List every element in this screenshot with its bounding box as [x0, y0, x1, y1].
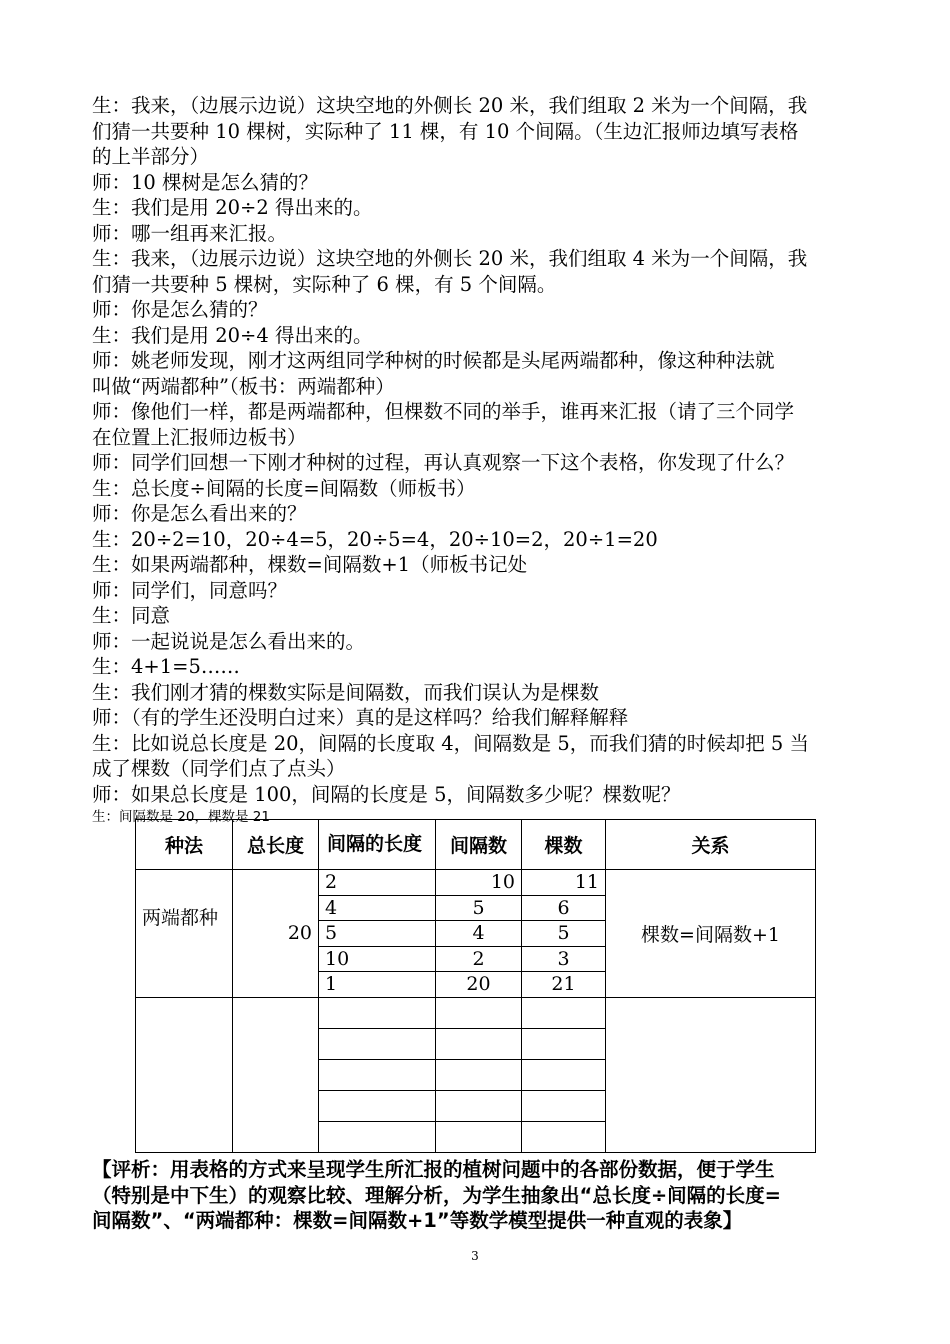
- empty-method-cell: [136, 997, 233, 1152]
- empty-cell: [522, 1090, 606, 1121]
- dialogue-line: 生：同意: [92, 604, 171, 627]
- interval-length-cell: 2: [319, 870, 436, 896]
- interval-length-cell: 5: [319, 921, 436, 947]
- dialogue-block: [92, 93, 872, 827]
- empty-cell: [436, 1121, 522, 1152]
- teacher-comment: [92, 1157, 872, 1234]
- empty-cell: [319, 997, 436, 1028]
- header-interval-length: 间隔的长度: [319, 820, 436, 870]
- empty-cell: [319, 1028, 436, 1059]
- dialogue-line: 生：我们刚才猜的棵数实际是间隔数，而我们误认为是棵数: [92, 680, 600, 704]
- dialogue-line: 师：同学们回想一下刚才种树的过程，再认真观察一下这个表格，你发现了什么？: [92, 451, 795, 474]
- table-row-empty: [136, 997, 816, 1028]
- dialogue-line: 生：比如说总长度是 20，间隔的长度取 4，间隔数是 5，而我们猜的时候却把 5 当: [92, 731, 810, 755]
- dialogue-line: 师：你是怎么猜的？: [92, 298, 268, 321]
- empty-cell: [522, 1121, 606, 1152]
- dialogue-line: 师：你是怎么看出来的？: [92, 502, 307, 525]
- dialogue-line: 师：如果总长度是 100，间隔的长度是 5，间隔数多少呢？棵数呢？: [92, 782, 681, 806]
- empty-cell: [436, 997, 522, 1028]
- dialogue-line: 师：哪一组再来汇报。: [92, 221, 288, 245]
- tree-count-cell: 21: [522, 972, 606, 998]
- dialogue-line: 师：像他们一样，都是两端都种，但棵数不同的举手，谁再来汇报（请了三个同学: [92, 400, 795, 423]
- dialogue-line: 师：一起说说是怎么看出来的。: [92, 629, 366, 653]
- dialogue-line: 们猜一共要种 10 棵树，实际种了 11 棵，有 10 个间隔。（生边汇报师边填写表格: [92, 119, 799, 143]
- dialogue-line: 们猜一共要种 5 棵树，实际种了 6 棵，有 5 个间隔。: [92, 272, 557, 296]
- interval-length-cell: 1: [319, 972, 436, 998]
- dialogue-line: 生：如果两端都种，棵数=间隔数+1（师板书记处: [92, 553, 528, 576]
- empty-cell: [436, 1090, 522, 1121]
- interval-count-cell: 5: [436, 895, 522, 921]
- method-cell: 两端都种: [136, 870, 233, 998]
- dialogue-line: 生：我们是用 20÷4 得出来的。: [92, 323, 373, 347]
- dialogue-line: 师：（有的学生还没明白过来）真的是这样吗？给我们解释解释: [92, 706, 629, 729]
- table-row: [136, 870, 816, 896]
- header-tree-count: 棵数: [522, 820, 606, 870]
- comment-line: 间隔数”、“两端都种：棵数=间隔数+1”等数学模型提供一种直观的表象】: [92, 1209, 743, 1232]
- dialogue-line: 叫做“两端都种”（板书：两端都种）: [92, 374, 395, 398]
- dialogue-line: 生：20÷2=10，20÷4=5，20÷5=4，20÷10=2，20÷1=20: [92, 527, 658, 551]
- dialogue-line: 生：我来，（边展示边说）这块空地的外侧长 20 米，我们组取 4 米为一个间隔，我: [92, 247, 808, 270]
- empty-cell: [522, 1028, 606, 1059]
- interval-length-cell: 10: [319, 946, 436, 972]
- dialogue-line: 师：姚老师发现，刚才这两组同学种树的时候都是头尾两端都种，像这种种法就: [92, 349, 775, 372]
- tree-count-cell: 3: [522, 946, 606, 972]
- header-method: 种法: [136, 820, 233, 870]
- comment-line: 【评析：用表格的方式来呈现学生所汇报的植树问题中的各部份数据，便于学生: [92, 1158, 775, 1181]
- header-total-length: 总长度: [233, 820, 319, 870]
- comment-line: （特别是中下生）的观察比较、理解分析，为学生抽象出“总长度÷间隔的长度=: [92, 1183, 781, 1207]
- empty-total-length-cell: [233, 997, 319, 1152]
- dialogue-line: 的上半部分）: [92, 145, 210, 168]
- empty-cell: [522, 1059, 606, 1090]
- dialogue-line: 师：10 棵树是怎么猜的？: [92, 170, 319, 194]
- dialogue-line: 生：我来，（边展示边说）这块空地的外侧长 20 米，我们组取 2 米为一个间隔，我: [92, 94, 808, 117]
- table-header-row: [136, 820, 816, 870]
- dialogue-line: 生：4+1=5……: [92, 655, 240, 678]
- dialogue-line: 生：总长度÷间隔的长度=间隔数（师板书）: [92, 476, 476, 500]
- empty-cell: [319, 1090, 436, 1121]
- header-interval-count: 间隔数: [436, 820, 522, 870]
- relation-cell: 棵数=间隔数+1: [606, 870, 816, 998]
- tree-count-cell: 5: [522, 921, 606, 947]
- empty-cell: [436, 1028, 522, 1059]
- dialogue-line: 在位置上汇报师边板书）: [92, 425, 307, 449]
- dialogue-line: 师：同学们，同意吗？: [92, 578, 288, 602]
- student-answer-note: 生：间隔数是 20，棵数是 21: [92, 809, 270, 825]
- interval-count-cell: 4: [436, 921, 522, 947]
- interval-count-cell: 10: [436, 870, 522, 896]
- empty-cell: [436, 1059, 522, 1090]
- page-number: 3: [471, 1249, 479, 1263]
- header-relation: 关系: [606, 820, 816, 870]
- empty-cell: [522, 997, 606, 1028]
- dialogue-line: 生：我们是用 20÷2 得出来的。: [92, 196, 373, 219]
- tree-planting-table: [135, 819, 816, 1153]
- interval-count-cell: 2: [436, 946, 522, 972]
- interval-count-cell: 20: [436, 972, 522, 998]
- empty-cell: [319, 1121, 436, 1152]
- tree-count-cell: 11: [522, 870, 606, 896]
- total-length-cell: 20: [233, 870, 319, 998]
- dialogue-line: 成了棵数（同学们点了点头）: [92, 757, 346, 780]
- empty-relation-cell: [606, 997, 816, 1152]
- empty-cell: [319, 1059, 436, 1090]
- tree-count-cell: 6: [522, 895, 606, 921]
- interval-length-cell: 4: [319, 895, 436, 921]
